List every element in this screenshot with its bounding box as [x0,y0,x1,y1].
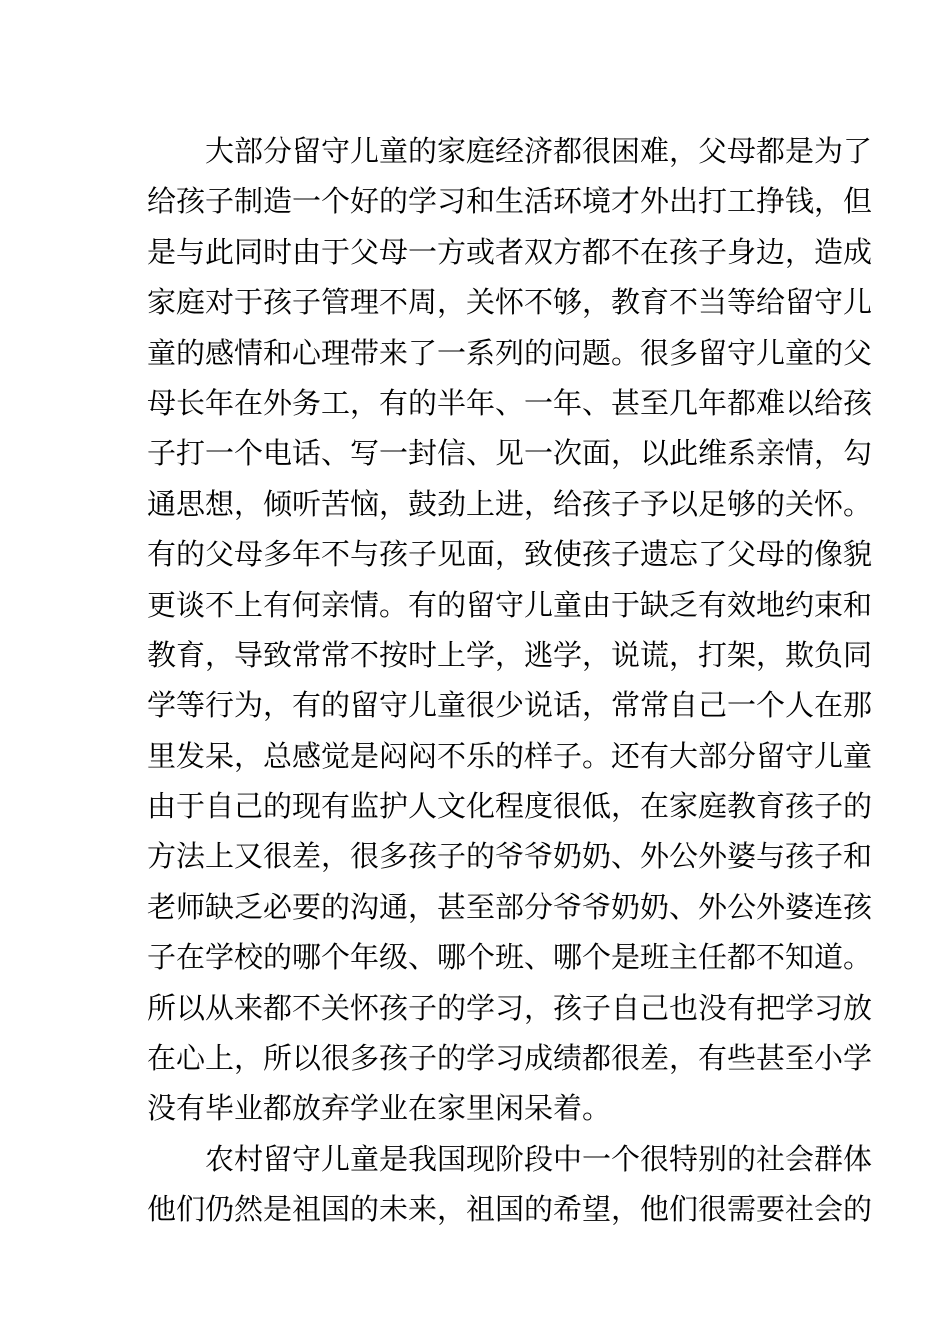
paragraph-line: 学等行为，有的留守儿童很少说话，常常自己一个人在那 [147,688,873,723]
document-body [147,126,873,1235]
paragraph-line: 给孩子制造一个好的学习和生活环境才外出打工挣钱，但 [147,184,873,219]
paragraph-line: 所以从来都不关怀孩子的学习，孩子自己也没有把学习放 [147,990,873,1025]
paragraph-line: 是与此同时由于父母一方或者双方都不在孩子身边，造成 [147,234,873,269]
paragraph-line: 家庭对于孩子管理不周，关怀不够，教育不当等给留守儿 [147,285,873,320]
paragraph-1 [147,126,873,1134]
paragraph-line: 母长年在外务工，有的半年、一年、甚至几年都难以给孩 [147,385,873,420]
paragraph-line: 更谈不上有何亲情。有的留守儿童由于缺乏有效地约束和 [147,587,873,622]
paragraph-line: 在心上，所以很多孩子的学习成绩都很差，有些甚至小学 [147,1041,873,1076]
paragraph-line: 方法上又很差，很多孩子的爷爷奶奶、外公外婆与孩子和 [147,839,873,874]
paragraph-line: 他们仍然是祖国的未来，祖国的希望，他们很需要社会的 [147,1192,873,1227]
paragraph-line: 大部分留守儿童的家庭经济都很困难，父母都是为了 [205,134,873,168]
paragraph-line: 子打一个电话、写一封信、见一次面，以此维系亲情，勾 [147,436,873,471]
paragraph-2 [147,1134,873,1235]
paragraph-line: 农村留守儿童是我国现阶段中一个很特别的社会群体 [205,1141,873,1176]
paragraph-line: 通思想，倾听苦恼，鼓劲上进，给孩子予以足够的关怀。 [147,486,873,521]
paragraph-line: 没有毕业都放弃学业在家里闲呆着。 [147,1091,612,1126]
paragraph-line: 子在学校的哪个年级、哪个班、哪个是班主任都不知道。 [147,940,873,975]
paragraph-line: 教育，导致常常不按时上学，逃学，说谎，打架，欺负同 [147,637,873,672]
paragraph-line: 里发呆，总感觉是闷闷不乐的样子。还有大部分留守儿童 [147,738,873,773]
paragraph-line: 有的父母多年不与孩子见面，致使孩子遗忘了父母的像貌 [147,537,873,572]
paragraph-line: 童的感情和心理带来了一系列的问题。很多留守儿童的父 [147,335,873,370]
paragraph-line: 由于自己的现有监护人文化程度很低，在家庭教育孩子的 [147,789,873,824]
paragraph-line: 老师缺乏必要的沟通，甚至部分爷爷奶奶、外公外婆连孩 [147,889,873,924]
